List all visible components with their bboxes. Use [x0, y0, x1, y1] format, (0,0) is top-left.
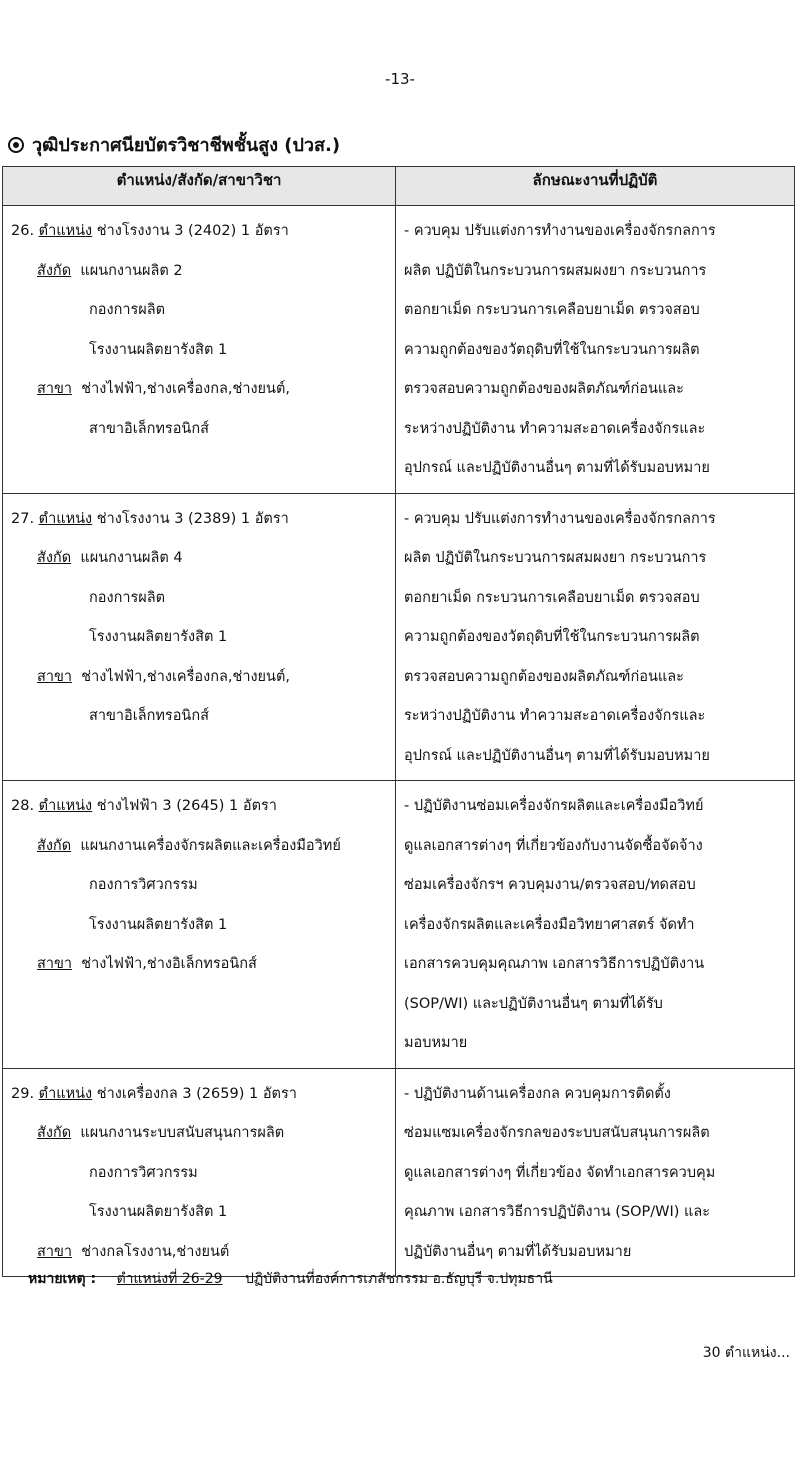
department-label: สังกัด — [37, 1125, 72, 1141]
job-description-cell — [396, 206, 795, 494]
field-label: สาขา — [37, 956, 73, 972]
plant-line: โรงงานผลิตยารังสิต 1 — [89, 916, 228, 933]
job-description-line: เอกสารควบคุมคุณภาพ เอกสารวิธีการปฏิบัติงาน — [404, 956, 705, 972]
job-description-line: ดูแลเอกสารต่างๆ ที่เกี่ยวข้อง จัดทำเอกสารควบคุม — [404, 1164, 716, 1181]
footnote-ref: ตำแหน่งที่ 26-29 — [116, 1271, 223, 1287]
job-description-line: อุปกรณ์ และปฏิบัติงานอื่นๆ ตามที่ได้รับมอบหมาย — [404, 460, 710, 476]
field-value: ช่างไฟฟ้า,ช่างอิเล็กทรอนิกส์ — [81, 956, 257, 972]
job-description-line: ดูแลเอกสารต่างๆ ที่เกี่ยวข้องกับงานจัดซื้อจัดจ้าง — [404, 837, 703, 854]
job-description-line: - ปฏิบัติงานด้านเครื่องกล ควบคุมการติดตั้ง — [404, 1085, 671, 1102]
job-description-line: มอบหมาย — [404, 1035, 468, 1051]
field-line — [11, 945, 389, 985]
department-value: แผนกงานเครื่องจักรผลิตและเครื่องมือวิทย์ — [80, 837, 341, 854]
position-line — [11, 1075, 389, 1115]
table-row — [3, 1068, 795, 1277]
job-description-cell — [396, 493, 795, 781]
table-row — [3, 206, 795, 494]
division-line: กองการผลิต — [89, 589, 166, 606]
row-number: 28. — [11, 798, 35, 814]
job-description-line: อุปกรณ์ และปฏิบัติงานอื่นๆ ตามที่ได้รับมอบหมาย — [404, 747, 710, 764]
table-body — [3, 206, 795, 1277]
job-description-line: ความถูกต้องของวัตถุดิบที่ใช้ในกระบวนการผลิต — [404, 629, 700, 645]
department-line — [11, 539, 389, 579]
field-line-2: สาขาอิเล็กทรอนิกส์ — [89, 708, 209, 724]
job-description-line: - ควบคุม ปรับแต่งการทำงานของเครื่องจักรกลการ — [404, 223, 716, 239]
field-label: สาขา — [37, 668, 73, 685]
row-number: 27. — [11, 510, 35, 527]
table-header-row — [3, 167, 795, 206]
job-description-line: (SOP/WI) และปฏิบัติงานอื่นๆ ตามที่ได้รับ — [404, 995, 663, 1012]
field-value: ช่างไฟฟ้า,ช่างเครื่องกล,ช่างยนต์, — [81, 381, 290, 397]
department-line — [11, 827, 389, 867]
division-line: กองการผลิต — [89, 302, 166, 318]
job-description-line: ซ่อมเครื่องจักรฯ ควบคุมงาน/ตรวจสอบ/ทดสอบ — [404, 877, 696, 893]
plant-line: โรงงานผลิตยารังสิต 1 — [89, 341, 228, 358]
field-line — [11, 1233, 389, 1273]
field-value: ช่างไฟฟ้า,ช่างเครื่องกล,ช่างยนต์, — [81, 668, 290, 685]
job-description-line: คุณภาพ เอกสารวิธีการปฏิบัติงาน (SOP/WI) และ — [404, 1204, 711, 1220]
plant-line: โรงงานผลิตยารังสิต 1 — [89, 629, 228, 645]
header-job-description: ลักษณะงานที่ปฏิบัติ — [396, 167, 795, 206]
job-description-cell — [396, 1068, 795, 1277]
field-line — [11, 370, 389, 410]
continuation-text: 30 ตำแหน่ง... — [702, 1345, 790, 1361]
job-description-line: ปฏิบัติงานอื่นๆ ตามที่ได้รับมอบหมาย — [404, 1243, 632, 1260]
job-description-line: ซ่อมแซมเครื่องจักรกลของระบบสนับสนุนการผลิต — [404, 1125, 710, 1141]
footnote — [28, 1268, 553, 1290]
position-label: ตำแหน่ง — [38, 1085, 93, 1102]
job-description-line: ตรวจสอบความถูกต้องของผลิตภัณฑ์ก่อนและ — [404, 381, 684, 397]
job-description-line: ระหว่างปฏิบัติงาน ทำความสะอาดเครื่องจักรและ — [404, 708, 706, 724]
job-description-line: ตอกยาเม็ด กระบวนการเคลือบยาเม็ด ตรวจสอบ — [404, 589, 700, 606]
job-description-line: ผลิต ปฏิบัติในกระบวนการผสมผงยา กระบวนการ — [404, 550, 707, 566]
job-description-line: เครื่องจักรผลิตและเครื่องมือวิทยาศาสตร์ จัดทำ — [404, 916, 695, 933]
position-title: ช่างโรงงาน 3 (2389) 1 อัตรา — [96, 510, 289, 527]
job-description-line: ตอกยาเม็ด กระบวนการเคลือบยาเม็ด ตรวจสอบ — [404, 302, 700, 318]
department-line — [11, 252, 389, 292]
department-label: สังกัด — [37, 550, 72, 566]
section-title: วุฒิประกาศนียบัตรวิชาชีพชั้นสูง (ปวส.) — [32, 135, 341, 156]
position-line — [11, 500, 389, 540]
position-cell — [3, 1068, 396, 1277]
field-label: สาขา — [37, 381, 73, 397]
division-line: กองการวิศวกรรม — [89, 1164, 198, 1181]
job-description-line: - ควบคุม ปรับแต่งการทำงานของเครื่องจักรกลการ — [404, 510, 716, 527]
position-line — [11, 212, 389, 252]
department-label: สังกัด — [37, 262, 72, 279]
position-line — [11, 787, 389, 827]
job-description-line: ผลิต ปฏิบัติในกระบวนการผสมผงยา กระบวนการ — [404, 262, 707, 279]
section-heading — [8, 130, 340, 159]
field-label: สาขา — [37, 1243, 73, 1260]
position-label: ตำแหน่ง — [38, 223, 93, 239]
division-line: กองการวิศวกรรม — [89, 877, 198, 893]
department-value: แผนกงานระบบสนับสนุนการผลิต — [80, 1125, 285, 1141]
job-description-line: ระหว่างปฏิบัติงาน ทำความสะอาดเครื่องจักรและ — [404, 420, 706, 437]
position-title: ช่างโรงงาน 3 (2402) 1 อัตรา — [96, 223, 289, 239]
footnote-label: หมายเหตุ : — [28, 1271, 97, 1287]
table-row — [3, 781, 795, 1069]
position-label: ตำแหน่ง — [38, 510, 93, 527]
page-number: -13- — [385, 70, 415, 88]
department-value: แผนกงานผลิต 2 — [80, 262, 183, 279]
department-label: สังกัด — [37, 837, 72, 854]
header-position: ตำแหน่ง/สังกัด/สาขาวิชา — [3, 167, 396, 206]
table-row — [3, 493, 795, 781]
positions-table — [2, 166, 795, 1277]
position-title: ช่างไฟฟ้า 3 (2645) 1 อัตรา — [96, 798, 277, 814]
department-line — [11, 1114, 389, 1154]
position-cell — [3, 781, 396, 1069]
position-cell — [3, 206, 396, 494]
job-description-line: ตรวจสอบความถูกต้องของผลิตภัณฑ์ก่อนและ — [404, 668, 684, 685]
radio-bullet-icon — [8, 137, 24, 153]
row-number: 26. — [11, 223, 35, 239]
field-value: ช่างกลโรงงาน,ช่างยนต์ — [81, 1243, 230, 1260]
footnote-text: ปฏิบัติงานที่องค์การเภสัชกรรม อ.ธัญบุรี จ.ปทุมธานี — [245, 1271, 553, 1287]
position-label: ตำแหน่ง — [38, 798, 93, 814]
department-value: แผนกงานผลิต 4 — [80, 550, 183, 566]
job-description-line: ความถูกต้องของวัตถุดิบที่ใช้ในกระบวนการผลิต — [404, 341, 700, 358]
field-line-2: สาขาอิเล็กทรอนิกส์ — [89, 420, 209, 437]
job-description-line: - ปฏิบัติงานซ่อมเครื่องจักรผลิตและเครื่องมือวิทย์ — [404, 798, 704, 814]
row-number: 29. — [11, 1085, 35, 1102]
position-cell — [3, 493, 396, 781]
field-line — [11, 658, 389, 698]
plant-line: โรงงานผลิตยารังสิต 1 — [89, 1204, 228, 1220]
position-title: ช่างเครื่องกล 3 (2659) 1 อัตรา — [96, 1085, 297, 1102]
job-description-cell — [396, 781, 795, 1069]
